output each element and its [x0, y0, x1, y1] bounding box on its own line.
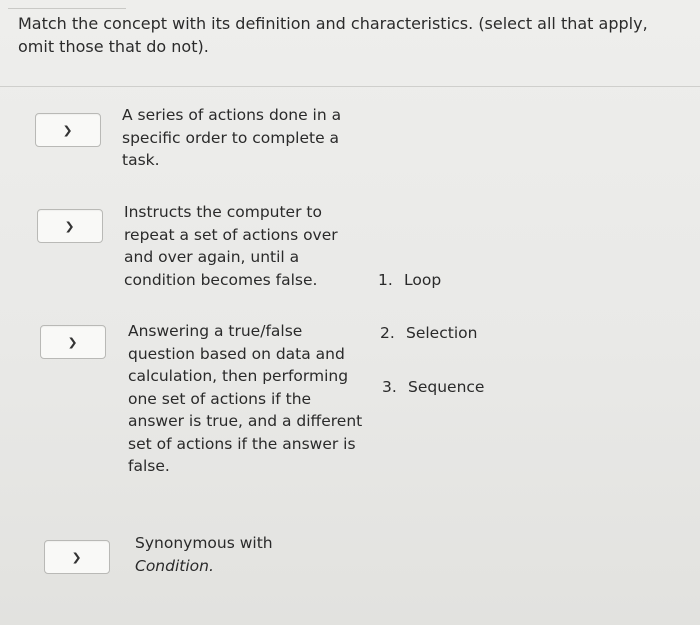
answer-number: 1. — [378, 271, 393, 289]
answer-number: 3. — [382, 378, 397, 396]
question-prompt: Match the concept with its definition and characteristics. (select all that apply, omit those that do not). — [18, 14, 648, 56]
header-divider — [0, 86, 700, 87]
answer-label: Sequence — [408, 378, 485, 396]
match-select-2[interactable] — [37, 209, 103, 243]
chevron-down-icon: ❯ — [62, 123, 74, 137]
answer-number: 2. — [380, 324, 395, 342]
answer-option-3 — [382, 377, 484, 397]
definition-1: A series of actions done in a specific order to complete a task. — [122, 106, 342, 169]
answer-option-1 — [378, 270, 441, 290]
chevron-down-icon: ❯ — [64, 219, 76, 233]
definition-4-text: Synonymous with — [135, 534, 273, 552]
definition-2: Instructs the computer to repeat a set of actions over and over again, until a condition becomes false. — [124, 203, 338, 289]
answer-label: Selection — [406, 324, 478, 342]
answer-label: Loop — [404, 271, 442, 289]
answer-option-2 — [380, 323, 477, 343]
definition-4-italic: Condition. — [135, 556, 214, 575]
match-select-3[interactable] — [40, 325, 106, 359]
definition-4 — [135, 532, 355, 577]
chevron-down-icon: ❯ — [71, 550, 83, 564]
match-select-1[interactable] — [35, 113, 101, 147]
top-divider — [8, 8, 126, 9]
chevron-down-icon: ❯ — [67, 335, 79, 349]
match-select-4[interactable] — [44, 540, 110, 574]
definition-3: Answering a true/false question based on data and calculation, then performing one set of actions if the answer is true, and a different set of actions if the answer is false. — [128, 322, 363, 475]
